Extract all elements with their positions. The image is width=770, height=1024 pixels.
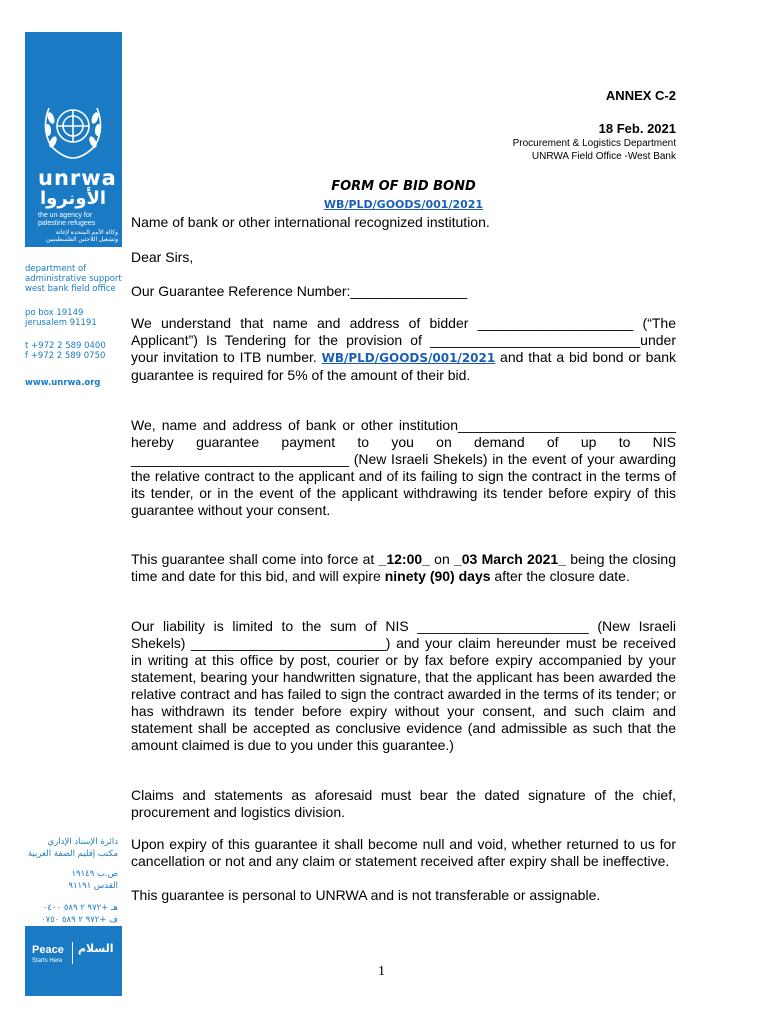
dept-line-arabic: مكتب إقليم الضفة الغربية xyxy=(27,849,118,859)
paragraph-expiry: Upon expiry of this guarantee it shall become null and void, whether returned to us for cancellation or not and any claim or statement received after expiry shall be ineffective. xyxy=(131,836,676,869)
paragraph-signature: Claims and statements as aforesaid must bear the dated signature of the chief, procurement and logistics division. xyxy=(131,787,676,820)
paragraph-text: We understand that name and address of bidder ____________________ (“The Applicant”) Is Tendering for the provision of ___________________________under your invitation to ITB number. xyxy=(131,315,676,365)
dept-line-arabic: دائرة الإسناد الإداري xyxy=(47,837,118,847)
paragraph-non-transferable: This guarantee is personal to UNRWA and is not transferable or assignable. xyxy=(131,887,601,903)
paragraph-text: and that a bid bond or bank guarantee is required for 5% of the amount of their bid. xyxy=(131,349,677,383)
paragraph-validity xyxy=(131,551,676,585)
closing-time: _12:00_ xyxy=(378,551,430,567)
field-office: UNRWA Field Office -West Bank xyxy=(531,151,676,162)
brand-logo-arabic: الأونروا xyxy=(40,188,107,209)
fax-line-arabic: ف +٩٧٢ ٢ ٥٨٩ ٠٧٥٠ xyxy=(41,915,118,925)
website-link[interactable]: www.unrwa.org xyxy=(25,378,101,388)
salutation: Dear Sirs, xyxy=(131,249,194,265)
paragraph-liability: Our liability is limited to the sum of NIS ______________________ (New Israeli Shekels) _________________________) and your claim hereunder must be received in writing at this office by post, courier or by fax before expiry accompanied by your statement, bearing your handwritten signature, that the applicant has been awarded the relative contract and has failed to sign the contract awarded in the terms of its tender; or has withdrawn its tender before expiry without your consent, and such claim and statement shall be accepted as conclusive evidence (and admissible as such that the amount claimed is due to you under this guarantee.) xyxy=(131,618,676,753)
tender-reference: WB/PLD/GOODS/001/2021 xyxy=(323,198,484,211)
paragraph-guarantee-payment: We, name and address of bank or other institution____________________________ hereby guarantee payment to you on demand of up to NIS ____________________________ (New Israeli Shekels) in the event of your awarding the relative contract to the applicant and of its failing to sign the contract in the terms of its tender, or in the event of the applicant withdrawing its tender before expiry of this guarantee without your consent. xyxy=(131,417,676,518)
paragraph-text: after the closure date. xyxy=(490,568,630,584)
address-line: jerusalem 91191 xyxy=(25,318,97,328)
tender-reference-inline: WB/PLD/GOODS/001/2021 xyxy=(321,351,496,365)
department-name: Procurement & Logistics Department xyxy=(512,138,676,149)
paragraph-bidder xyxy=(131,315,676,384)
peace-slogan: Peace xyxy=(32,944,64,956)
department-info-arabic xyxy=(28,836,118,860)
address-line: po box 19149 xyxy=(25,308,84,318)
phone-fax xyxy=(25,341,106,361)
address-line-arabic: القدس ٩١١٩١ xyxy=(68,881,118,891)
guarantee-reference: Our Guarantee Reference Number:_______________ xyxy=(131,283,468,299)
agency-tagline: the un agency for palestine refugees xyxy=(38,212,96,227)
postal-address-arabic xyxy=(68,868,118,892)
page-title: FORM OF BID BOND xyxy=(331,179,476,194)
peace-divider xyxy=(72,942,73,964)
dept-line: administrative support xyxy=(25,274,122,284)
paragraph-text: on xyxy=(429,551,454,567)
letterhead-sidebar xyxy=(0,0,128,1024)
brand-logo-text: unrwa xyxy=(38,166,117,190)
agency-tagline-arabic: وكالة الأمم المتحدة لإغاثة وتشغيل اللاجئين الفلسطينيين xyxy=(45,230,118,243)
paragraph-text: being the closing time and date for this bid, and will expire xyxy=(131,551,676,584)
bank-name-line: Name of bank or other international recognized institution. xyxy=(131,214,490,230)
peace-slogan-arabic: السلام xyxy=(78,942,114,955)
dept-line: west bank field office xyxy=(25,284,116,294)
page-number: 1 xyxy=(378,964,385,979)
paragraph-text: This guarantee shall come into force at xyxy=(131,551,379,567)
address-line-arabic: ص.ب ١٩١٤٩ xyxy=(71,869,118,879)
document-date: 18 Feb. 2021 xyxy=(598,121,676,136)
peace-slogan-sub: Starts Here xyxy=(32,958,63,964)
phone-fax-arabic xyxy=(41,902,118,926)
postal-address xyxy=(25,308,97,328)
fax-line: f +972 2 589 0750 xyxy=(25,351,106,361)
department-info xyxy=(25,264,122,294)
dept-line: department of xyxy=(25,264,87,274)
phone-line-arabic: هـ +٩٧٢ ٢ ٥٨٩ ٠٤٠٠ xyxy=(42,903,118,913)
closing-date: _03 March 2021_ xyxy=(453,551,566,567)
un-emblem-icon xyxy=(35,88,111,164)
validity-period: ninety (90) days xyxy=(384,568,491,584)
annex-label: ANNEX C-2 xyxy=(605,88,676,103)
phone-line: t +972 2 589 0400 xyxy=(25,341,106,351)
